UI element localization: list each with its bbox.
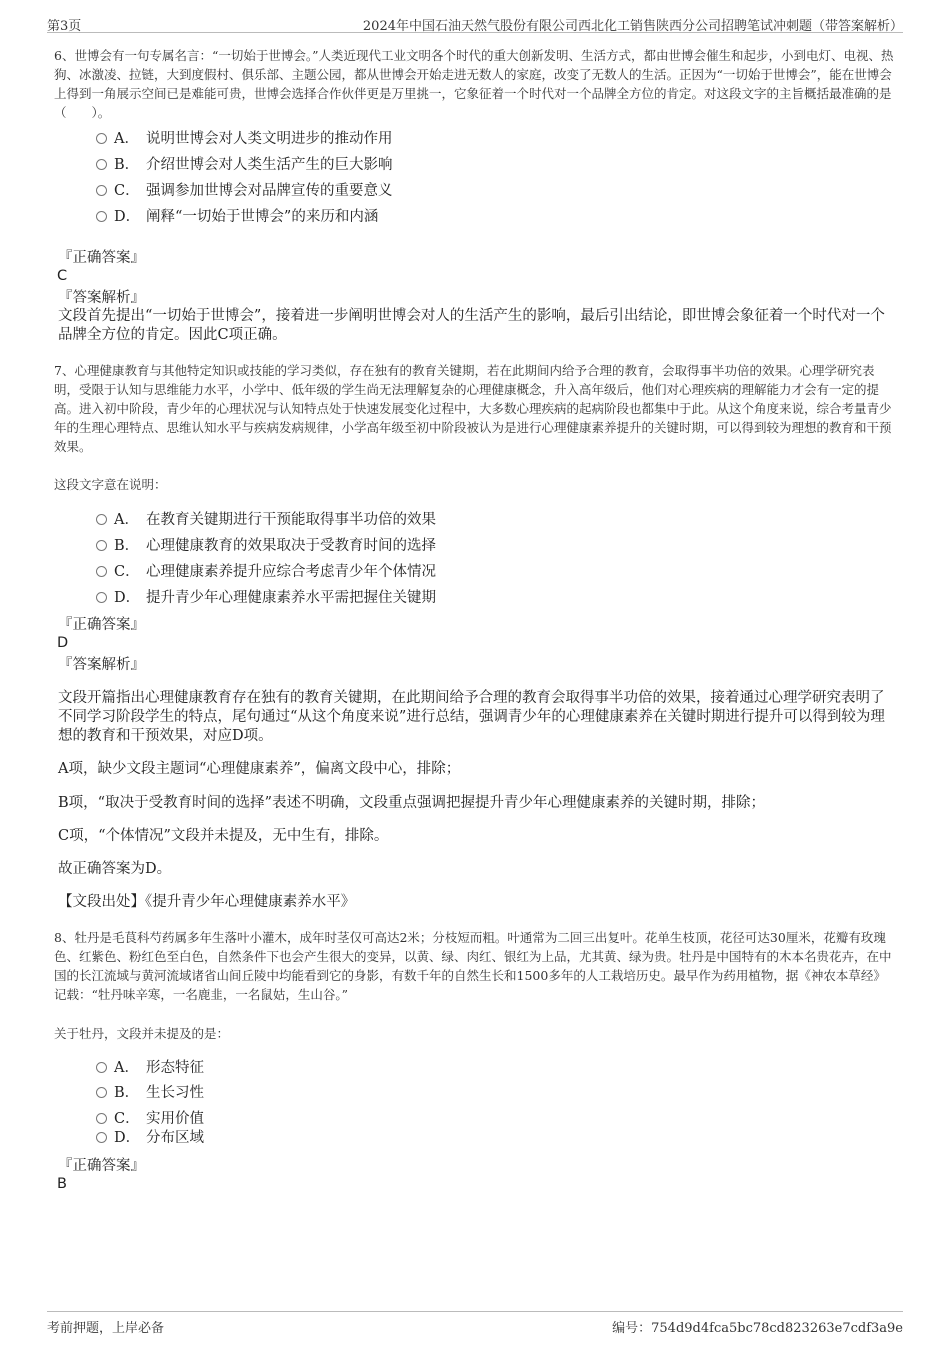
- question-6-stem: 6、世博会有一句专属名言：“一切始于世博会。”人类近现代工业文明各个时代的重大创新发明、生活方式，都由世博会催生和起步，小到电灯、电视、热狗、冰激凌、拉链，大到度假村、俱乐部、主题公园，都从世博会开始走进无数人的家庭，改变了无数人的生活。正因为“一切始于世博会”，能在世博会上得到一角展示空间已是难能可贵，世博会选择合作伙伴更是万里挑一，它象征着一个时代对一个品牌全方位的肯定。对这段文字的主旨概括最准确的是（ ）。: [54, 48, 894, 120]
- q7-analysis-a: A项，缺少文段主题词“心理健康素养”，偏离文段中心，排除；: [58, 761, 461, 777]
- q8-option-d[interactable]: D． 分布区域: [96, 1127, 204, 1149]
- q8-option-b[interactable]: B． 生长习性: [96, 1082, 204, 1104]
- q6-analysis: 文段首先提出“一切始于世博会”，接着进一步阐明世博会对人的生活产生的影响，最后引出结论，即世博会象征着一个时代对一个品牌全方位的肯定。因此C项正确。: [58, 308, 885, 343]
- question-8-stem: 8、牡丹是毛茛科芍药属多年生落叶小灌木，成年时茎仅可高达2米；分枝短而粗。叶通常为二回三出复叶。花单生枝顶，花径可达30厘米，花瓣有玫瑰色、红紫色、粉红色至白色，自然条件下也会产生很大的变异，以黄、绿、肉红、银红为上品，尤其黄、绿为贵。牡丹是中国特有的木本名贵花卉，在中国的长江流域与黄河流域诸省山间丘陵中均能看到它的身影，有数千年的自然生长和1500多年的人工栽培历史。最早作为药用植物，据《神农本草经》记载：“牡丹味辛寒，一名鹿韭，一名鼠姑，生山谷。”: [54, 930, 892, 1002]
- footer-slogan: 考前押题，上岸必备: [47, 1321, 165, 1336]
- q6-option-d[interactable]: D． 阐释“一切始于世博会”的来历和内涵: [96, 206, 378, 228]
- q7-prompt: 这段文字意在说明：: [54, 477, 167, 492]
- radio-icon[interactable]: [96, 566, 107, 577]
- q8-answer-label: 『正确答案』: [58, 1158, 145, 1174]
- q8-option-a[interactable]: A． 形态特征: [96, 1057, 204, 1079]
- radio-icon[interactable]: [96, 1087, 107, 1098]
- q7-option-a[interactable]: A． 在教育关键期进行干预能取得事半功倍的效果: [96, 509, 436, 531]
- page-number: 第3页: [47, 19, 82, 34]
- page-header: [47, 12, 903, 33]
- radio-icon[interactable]: [96, 540, 107, 551]
- q6-option-c[interactable]: C． 强调参加世博会对品牌宣传的重要意义: [96, 180, 393, 202]
- q8-answer: B: [57, 1176, 67, 1192]
- radio-icon[interactable]: [96, 514, 107, 525]
- q6-answer: C: [57, 268, 68, 284]
- q7-analysis-conclusion: 故正确答案为D。: [58, 861, 172, 877]
- radio-icon[interactable]: [96, 1132, 107, 1143]
- document-title: 2024年中国石油天然气股份有限公司西北化工销售陕西分公司招聘笔试冲刺题（带答案解析）: [362, 19, 903, 34]
- page-footer: [47, 1311, 903, 1336]
- q7-source: 【文段出处】《提升青少年心理健康素养水平》: [58, 894, 356, 910]
- q8-prompt: 关于牡丹，文段并未提及的是：: [54, 1026, 230, 1041]
- radio-icon[interactable]: [96, 592, 107, 603]
- q6-analysis-label: 『答案解析』: [58, 290, 145, 306]
- radio-icon[interactable]: [96, 1062, 107, 1073]
- document-id: 编号：754d9d4fca5bc78cd823263e7cdf3a9e: [612, 1321, 903, 1336]
- radio-icon[interactable]: [96, 159, 107, 170]
- q7-option-b[interactable]: B． 心理健康教育的效果取决于受教育时间的选择: [96, 535, 436, 557]
- q7-analysis-label: 『答案解析』: [58, 657, 145, 673]
- radio-icon[interactable]: [96, 211, 107, 222]
- radio-icon[interactable]: [96, 185, 107, 196]
- question-7-stem: 7、心理健康教育与其他特定知识或技能的学习类似，存在独有的教育关键期，若在此期间内给予合理的教育，会取得事半功倍的效果。心理学研究表明，受限于认知与思维能力水平，小学中、低年级的学生尚无法理解复杂的心理健康概念，升入高年级后，他们对心理疾病的理解能力才会有一定的提高。进入初中阶段，青少年的心理状况与认知特点处于快速发展变化过程中，大多数心理疾病的起病阶段也都集中于此。从这个角度来说，综合考量青少年的生理心理特点、思维认知水平与疾病发病规律，小学高年级至初中阶段被认为是进行心理健康素养提升的关键时期，可以得到较为理想的教育和干预效果。: [54, 363, 892, 454]
- q7-analysis-b: B项，“取决于受教育时间的选择”表述不明确，文段重点强调把握提升青少年心理健康素养的关键时期，排除；: [58, 795, 765, 811]
- radio-icon[interactable]: [96, 133, 107, 144]
- q7-answer-label: 『正确答案』: [58, 617, 145, 633]
- q7-option-d[interactable]: D． 提升青少年心理健康素养水平需把握住关键期: [96, 587, 436, 609]
- q7-answer: D: [57, 635, 69, 651]
- radio-icon[interactable]: [96, 1113, 107, 1124]
- q6-option-a[interactable]: A． 说明世博会对人类文明进步的推动作用: [96, 128, 393, 150]
- q8-option-c[interactable]: C． 实用价值: [96, 1108, 204, 1130]
- q7-analysis-summary: 文段开篇指出心理健康教育存在独有的教育关键期，在此期间给予合理的教育会取得事半功倍的效果，接着通过心理学研究表明了不同学习阶段学生的特点，尾句通过“从这个角度来说”进行总结，强调青少年的心理健康素养在关键时期进行提升可以得到较为理想的教育和干预效果，对应D项。: [58, 690, 885, 744]
- q7-analysis-c: C项，“个体情况”文段并未提及，无中生有，排除。: [58, 828, 389, 844]
- q7-option-c[interactable]: C． 心理健康素养提升应综合考虑青少年个体情况: [96, 561, 436, 583]
- q6-option-b[interactable]: B． 介绍世博会对人类生活产生的巨大影响: [96, 154, 393, 176]
- q6-answer-label: 『正确答案』: [58, 250, 145, 266]
